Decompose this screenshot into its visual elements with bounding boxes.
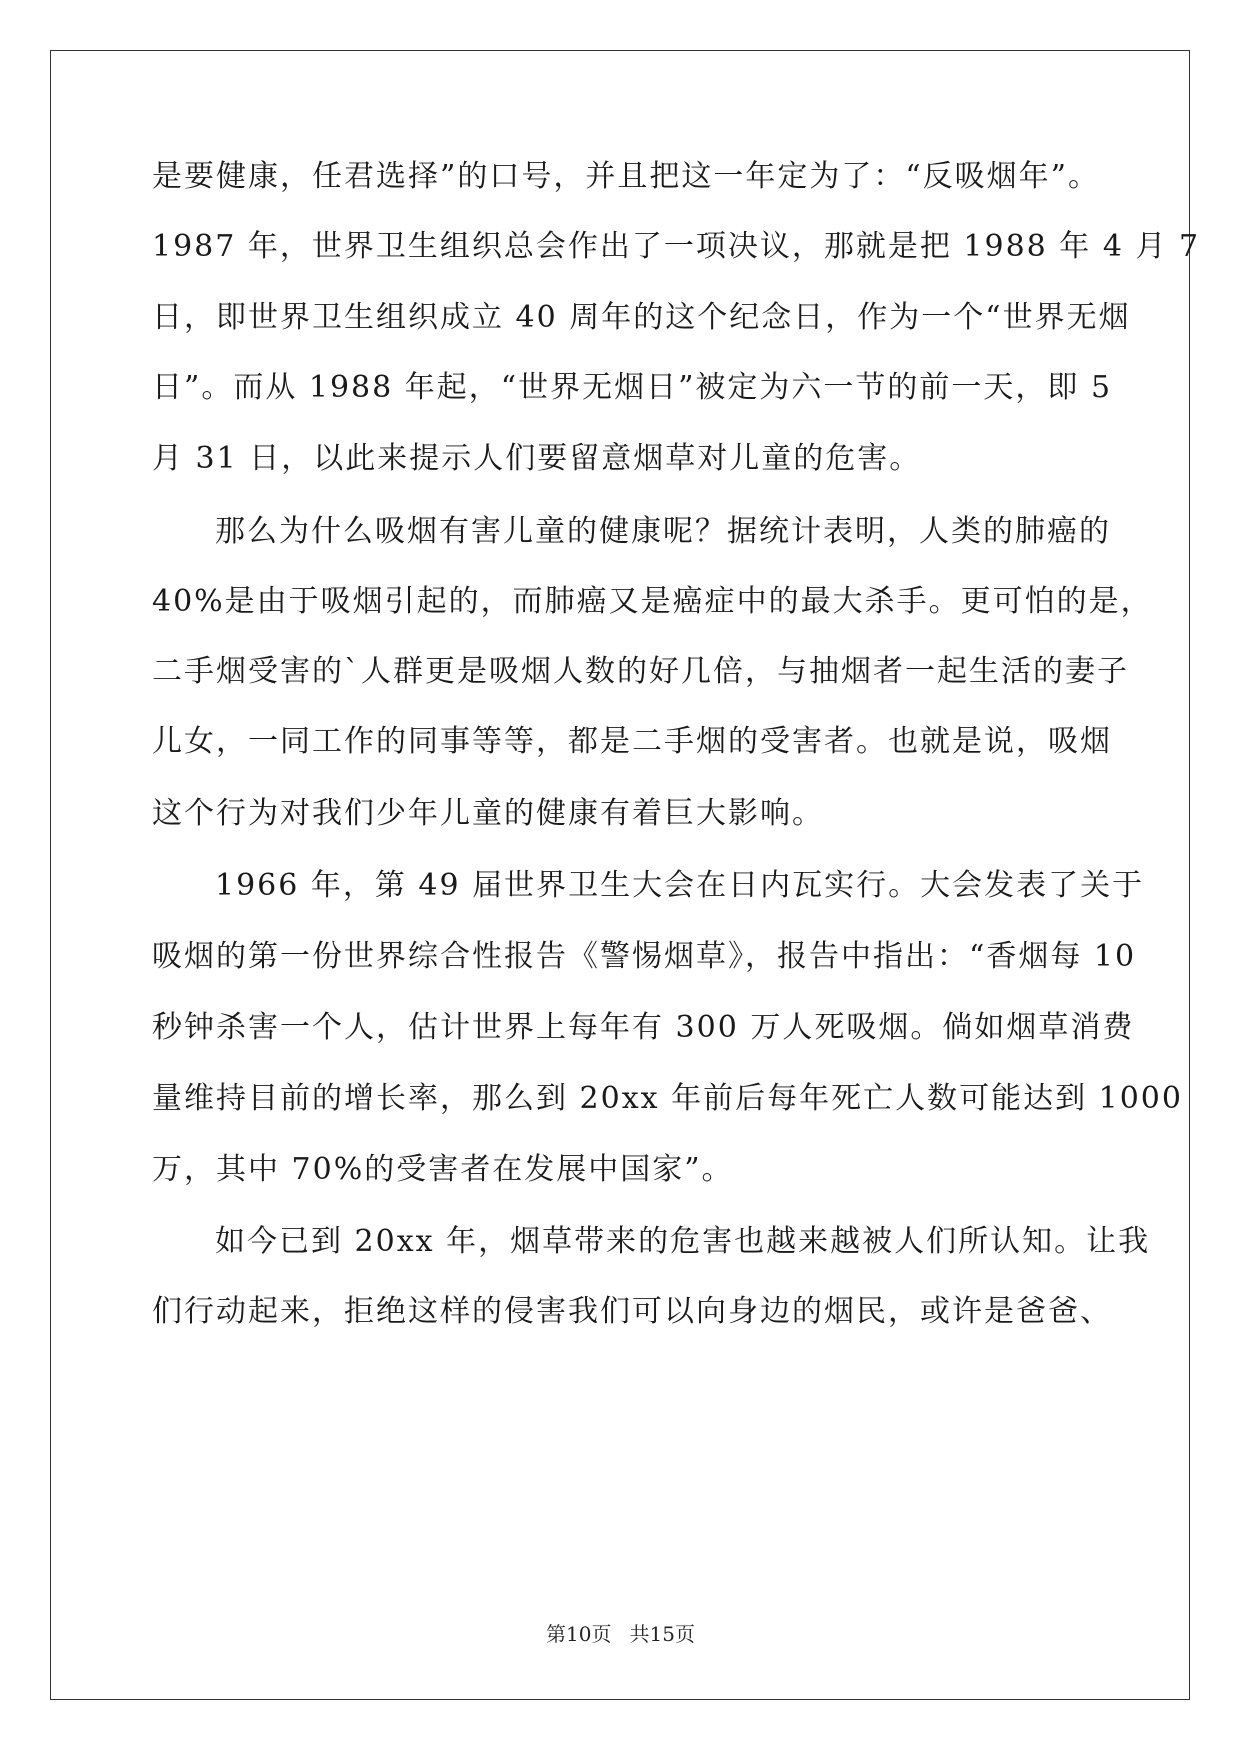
text-line: 秒钟杀害一个人，估计世界上每年有 300 万人死吸烟。倘如烟草消费 — [152, 1010, 1135, 1045]
text-line: 日”。而从 1988 年起，“世界无烟日”被定为六一节的前一天，即 5 — [152, 370, 1113, 405]
text-line: 二手烟受害的`人群更是吸烟人数的好几倍，与抽烟者一起生活的妻子 — [152, 654, 1129, 689]
paragraph-first-line: 1966 年，第 49 届世界卫生大会在日内瓦实行。大会发表了关于 — [215, 868, 1145, 903]
text-line: 儿女，一同工作的同事等等，都是二手烟的受害者。也就是说，吸烟 — [152, 724, 1112, 759]
text-line: 40%是由于吸烟引起的，而肺癌又是癌症中的最大杀手。更可怕的是， — [152, 584, 1153, 619]
text-line: 1987 年，世界卫生组织总会作出了一项决议，那就是把 1988 年 4 月 7 — [152, 229, 1201, 264]
text-line: 们行动起来，拒绝这样的侵害我们可以向身边的烟民，或许是爸爸、 — [152, 1294, 1112, 1329]
text-line: 月 31 日，以此来提示人们要留意烟草对儿童的危害。 — [152, 441, 922, 476]
text-line: 吸烟的第一份世界综合性报告《警惕烟草》，报告中指出：“香烟每 10 — [152, 939, 1137, 974]
text-line: 这个行为对我们少年儿童的健康有着巨大影响。 — [152, 796, 824, 831]
text-line: 万，其中 70%的受害者在发展中国家”。 — [152, 1152, 734, 1187]
text-line: 日，即世界卫生组织成立 40 周年的这个纪念日，作为一个“世界无烟 — [152, 300, 1131, 335]
paragraph-first-line: 那么为什么吸烟有害儿童的健康呢？据统计表明，人类的肺癌的 — [215, 514, 1111, 549]
text-line: 是要健康，任君选择”的口号，并且把这一年定为了：“反吸烟年”。 — [152, 159, 1101, 194]
text-line: 量维持目前的增长率，那么到 20xx 年前后每年死亡人数可能达到 1000 — [152, 1081, 1183, 1116]
page-footer — [0, 1620, 1241, 1648]
page-total: 共15页 — [629, 1622, 695, 1646]
paragraph-first-line: 如今已到 20xx 年，烟草带来的危害也越来越被人们所认知。让我 — [215, 1224, 1151, 1259]
page-number: 第10页 — [546, 1622, 612, 1646]
